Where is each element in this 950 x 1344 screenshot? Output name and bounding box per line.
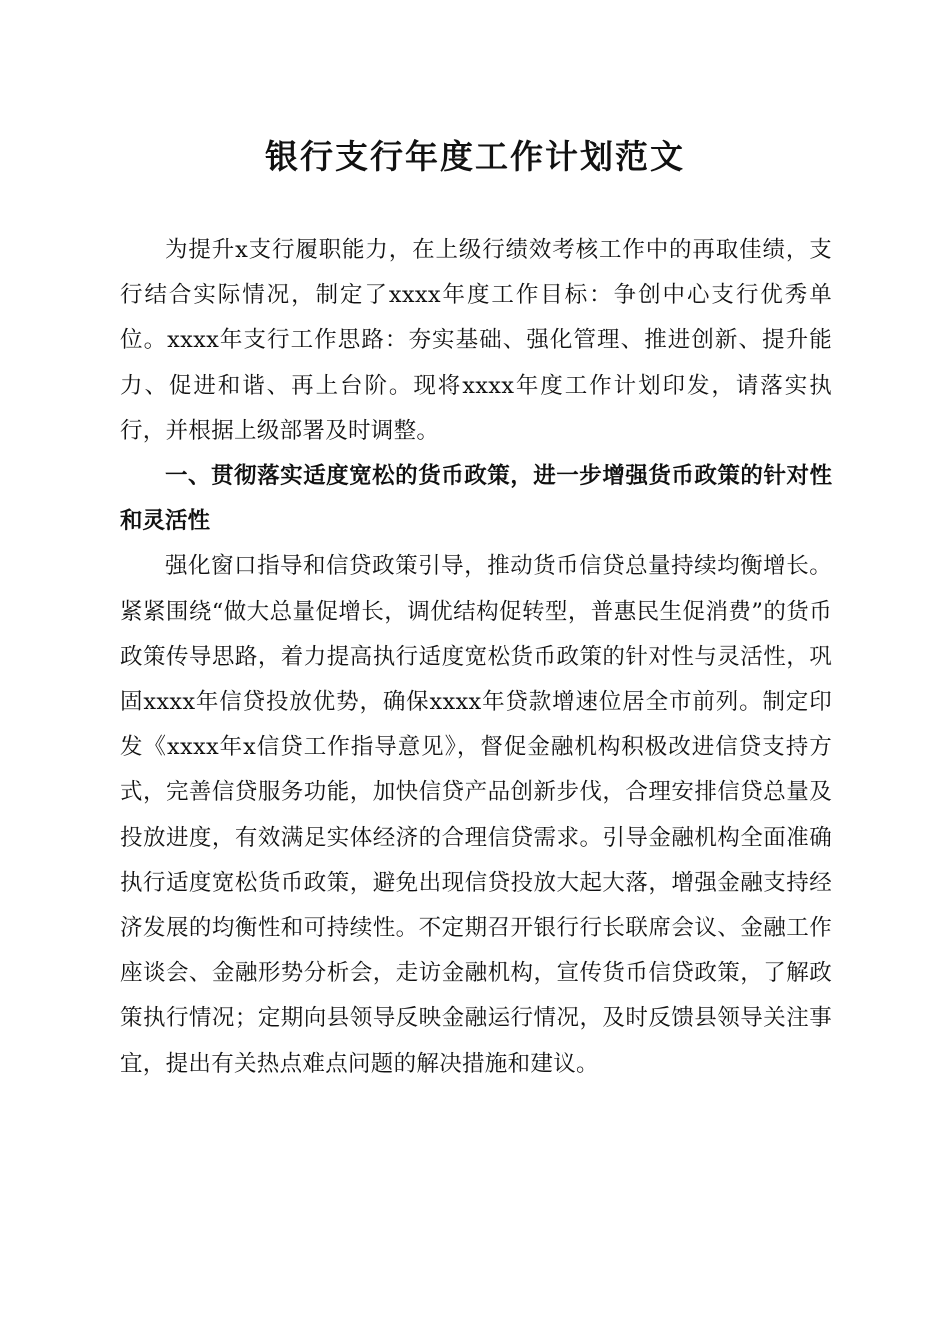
section-1-heading: 一、贯彻落实适度宽松的货币政策，进一步增强货币政策的针对性和灵活性 [120, 463, 832, 535]
document-body [120, 228, 832, 1087]
document-title: 银行支行年度工作计划范文 [265, 137, 685, 176]
section-1-paragraph: 强化窗口指导和信贷政策引导，推动货币信贷总量持续均衡增长。紧紧围绕“做大总量促增长，调优结构促转型，普惠民生促消费”的货币政策传导思路，着力提高执行适度宽松货币政策的针对性与灵活性，巩固xxxx年信贷投放优势，确保xxxx年贷款增速位居全市前列。制定印发《xxxx年x信贷工作指导意见》，督促金融机构积极改进信贷支持方式，完善信贷服务功能，加快信贷产品创新步伐，合理安排信贷总量及投放进度，有效满足实体经济的合理信贷需求。引导金融机构全面准确执行适度宽松货币政策，避免出现信贷投放大起大落，增强金融支持经济发展的均衡性和可持续性。不定期召开银行行长联席会议、金融工作座谈会、金融形势分析会，走访金融机构，宣传货币信贷政策，了解政策执行情况；定期向县领导反映金融运行情况，及时反馈县领导关注事宜，提出有关热点难点问题的解决措施和建议。 [120, 553, 832, 1077]
intro-paragraph: 为提升x支行履职能力，在上级行绩效考核工作中的再取佳绩，支行结合实际情况，制定了xxxx年度工作目标：争创中心支行优秀单位。xxxx年支行工作思路：夯实基础、强化管理、推进创新、提升能力、促进和谐、再上台阶。现将xxxx年度工作计划印发，请落实执行，并根据上级部署及时调整。 [120, 237, 832, 444]
